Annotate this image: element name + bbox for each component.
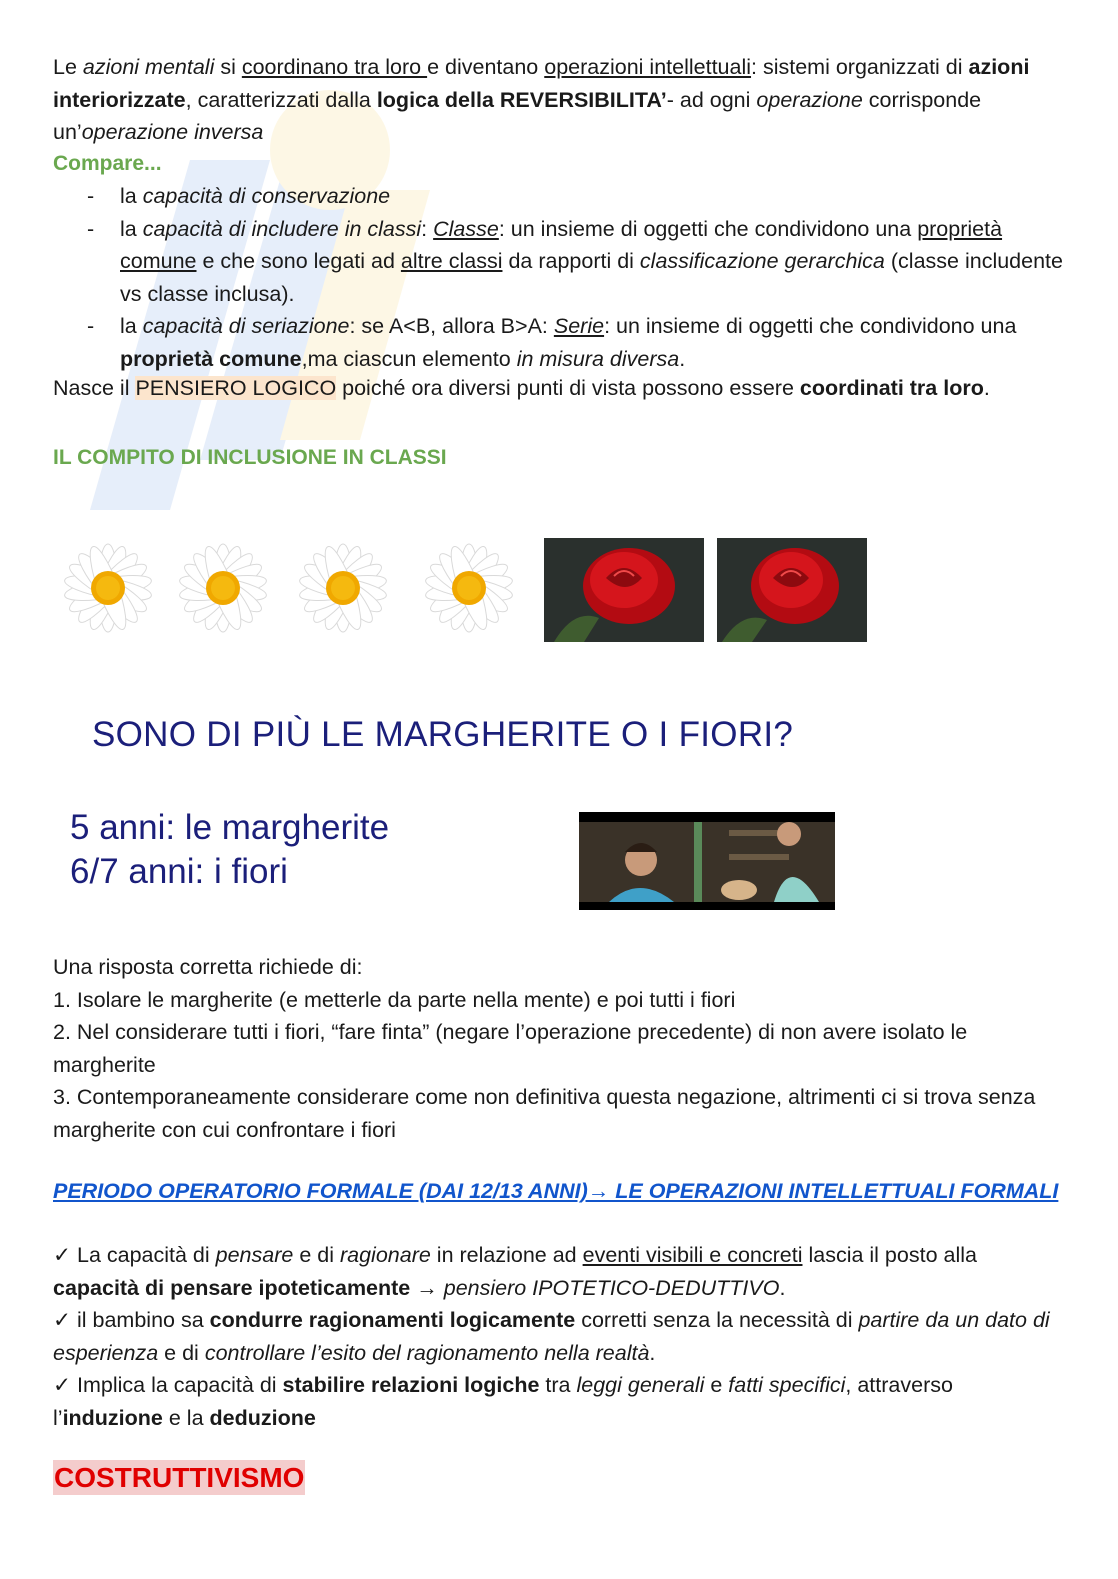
slide-question: SONO DI PIÙ LE MARGHERITE O I FIORI?: [92, 715, 794, 754]
daisy-image: [414, 532, 524, 644]
flowers-image: [53, 532, 883, 644]
list-item-classi: - la capacità di includere in classi: Classe: un insieme di oggetti che condividono una proprietà comune e che sono legati ad altre classi da rapporti di classificazione gerarchica (classe includente vs classe inclusa).: [87, 213, 1063, 311]
risposta-block: Una risposta corretta richiede di: 1. Isolare le margherite (e metterle da parte nella mente) e poi tutti i fiori 2. Nel considerare tutti i fiori, “fare finta” (negare l’operazione precedente) di non avere isolato le margherite 3. Contemporaneamente considerare come non definitiva questa negazione, altrimenti ci si trova senza margherite con cui confrontare i fiori: [53, 955, 1036, 1142]
check-bullet-3: ✓ Implica la capacità di stabilire relazioni logiche tra leggi generali e fatti specifici, attraverso l’induzione e la deduzione: [53, 1373, 953, 1430]
slide-answers: [70, 806, 389, 894]
video-still-image: [579, 812, 835, 910]
check-bullet-1: ✓ La capacità di pensare e di ragionare in relazione ad eventi visibili e concreti lascia il posto alla capacità di pensare ipoteticamente → pensiero IPOTETICO-DEDUTTIVO.: [53, 1243, 977, 1300]
intro-paragraph: Le azioni mentali si coordinano tra loro e diventano operazioni intellettuali: sistemi organizzati di azioni interiorizzate, caratterizzati dalla logica della REVERSIBILITA’- ad ogni operazione corrisponde un’operazione inversa: [53, 55, 1030, 144]
check-icon: ✓: [53, 1243, 72, 1267]
check-bullet-2: ✓ il bambino sa condurre ragionamenti logicamente corretti senza la necessità di partire da un dato di esperienza e di controllare l’esito del ragionamento nella realtà.: [53, 1308, 1050, 1365]
check-icon: ✓: [53, 1373, 72, 1397]
inclusione-heading: IL COMPITO DI INCLUSIONE IN CLASSI: [53, 446, 447, 469]
daisy-image: [168, 532, 278, 644]
logico-paragraph: Nasce il PENSIERO LOGICO poiché ora diversi punti di vista possono essere coordinati tra loro.: [53, 376, 990, 400]
list-item-seriazione: - la capacità di seriazione: se A<B, allora B>A: Serie: un insieme di oggetti che condividono una proprietà comune,ma ciascun elemento in misura diversa.: [87, 310, 1063, 375]
list-item-conservazione: - la capacità di conservazione: [87, 180, 1063, 213]
check-icon: ✓: [53, 1308, 72, 1332]
compare-list: [53, 180, 1063, 375]
daisy-image: [53, 532, 163, 644]
answer-5-anni: 5 anni: le margherite: [70, 808, 390, 847]
daisy-image: [288, 532, 398, 644]
answer-6-7-anni: 6/7 anni: i fiori: [70, 852, 288, 891]
formale-heading-link[interactable]: PERIODO OPERATORIO FORMALE (DAI 12/13 ANNI)→ LE OPERAZIONI INTELLETTUALI FORMALI: [53, 1179, 1059, 1203]
compare-heading: Compare...: [53, 152, 162, 175]
formale-bullets: [53, 1239, 1063, 1434]
costruttivismo-heading: COSTRUTTIVISMO: [54, 1462, 305, 1493]
rose-image: [717, 538, 867, 642]
rose-image: [544, 538, 704, 642]
